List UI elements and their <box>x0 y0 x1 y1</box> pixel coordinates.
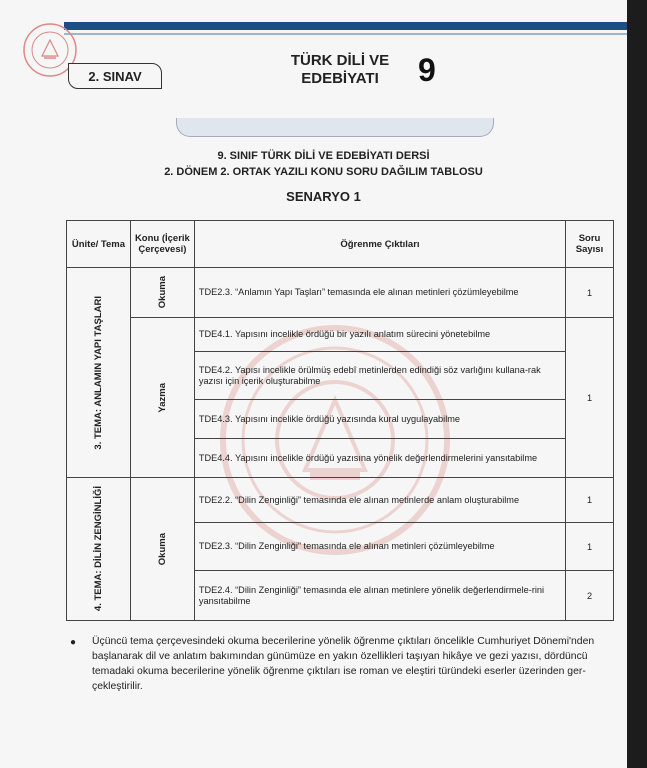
header-topic: Konu (İçerik Çerçevesi) <box>130 221 194 268</box>
count-cell: 1 <box>566 523 614 571</box>
header-count: Soru Sayısı <box>566 221 614 268</box>
course-title-line2: EDEBİYATI <box>301 70 379 87</box>
outcome-cell: TDE4.3. Yapısını incelikle ördüğü yazısında kural uygulayabilme <box>194 400 565 439</box>
count-cell: 1 <box>566 268 614 318</box>
exam-label: 2. SINAV <box>68 63 162 89</box>
topic-cell <box>130 268 194 318</box>
outcome-cell: TDE4.4. Yapısını incelikle ördüğü yazısına yönelik değerlendirmelerini yansıtabilme <box>194 439 565 478</box>
table-row <box>67 268 614 318</box>
outcome-cell: TDE4.1. Yapısını incelikle ördüğü bir yazılı anlatım sürecini yönetebilme <box>194 318 565 352</box>
bullet-icon: ● <box>70 637 77 648</box>
header-blue-bar <box>64 22 627 30</box>
outcome-cell: TDE2.4. “Dilin Zenginliği” temasında ele alınan metinlere yönelik değerlendirmele-rini yansıtabilme <box>194 571 565 621</box>
table-header-row <box>67 221 614 268</box>
header-outcomes: Öğrenme Çıktıları <box>194 221 565 268</box>
theme-label: 4. TEMA: DİLİN ZENGİNLİĞİ <box>92 486 104 612</box>
theme-cell <box>67 268 131 478</box>
outcome-cell: TDE4.2. Yapısı incelikle örülmüş edebî metinlerden edindiği söz varlığını kullana-rak yazısı için içerik oluşturabilme <box>194 352 565 400</box>
theme-label: 3. TEMA: ANLAMIN YAPI TAŞLARI <box>92 295 104 450</box>
footnote-text: Üçüncü tema çerçevesindeki okuma becerilerine yönelik öğrenme çıktıları öncelikle Cumhuriyet Dönemi'nden başlanarak dil ve anlatım bakımından günümüze en yakın özellikleri taşıyan hikâye ve gezi yazısı, dördüncü temadaki okuma becerilerine yönelik öğrenme çıktıları ise roman ve eleştiri türündeki eserler üzerinden ger-çekleştirilir. <box>92 636 595 692</box>
topic-cell <box>130 478 194 621</box>
topic-label: Okuma <box>156 276 168 309</box>
header-tab-decoration <box>176 118 494 137</box>
header-thin-line <box>64 33 627 35</box>
count-cell: 2 <box>566 571 614 621</box>
header-unit: Ünite/ Tema <box>67 221 131 268</box>
grade-number: 9 <box>418 52 436 88</box>
document-title-line2: 2. DÖNEM 2. ORTAK YAZILI KONU SORU DAĞILIM TABLOSU <box>164 166 483 178</box>
course-title-line1: TÜRK DİLİ VE <box>290 52 390 69</box>
outcome-cell: TDE2.3. “Anlamın Yapı Taşları” temasında ele alınan metinleri çözümleyebilme <box>194 268 565 318</box>
window-edge <box>627 0 647 768</box>
topic-cell <box>130 318 194 478</box>
outcome-cell: TDE2.3. “Dilin Zenginliği” temasında ele alınan metinleri çözümleyebilme <box>194 523 565 571</box>
document-title-line1: 9. SINIF TÜRK DİLİ VE EDEBİYATI DERSİ <box>217 150 430 162</box>
topic-label: Okuma <box>156 532 168 566</box>
outcome-cell: TDE2.2. “Dilin Zenginliği” temasında ele alınan metinlerde anlam oluşturabilme <box>194 478 565 523</box>
topic-label: Yazma <box>156 382 168 413</box>
count-cell: 1 <box>566 318 614 478</box>
table-row <box>67 478 614 523</box>
table-row <box>67 318 614 352</box>
theme-cell <box>67 478 131 621</box>
course-title <box>270 52 410 88</box>
scenario-title: SENARYO 1 <box>286 189 361 204</box>
distribution-table <box>66 220 614 621</box>
count-cell: 1 <box>566 478 614 523</box>
